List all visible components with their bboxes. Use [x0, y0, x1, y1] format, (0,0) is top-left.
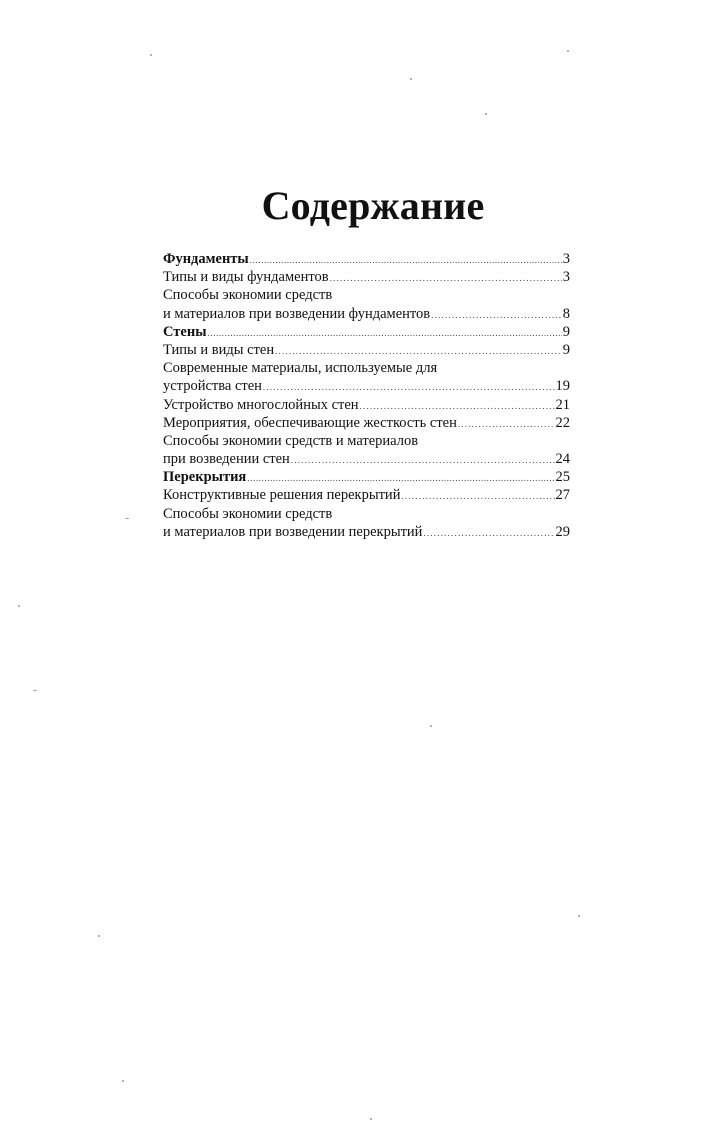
toc-section-heading — [163, 323, 570, 341]
toc-entry — [163, 486, 570, 504]
scan-speck — [33, 690, 37, 691]
toc-entry-label: Типы и виды фундаментов — [163, 269, 329, 286]
toc-entry — [163, 505, 570, 523]
dot-leader — [208, 324, 562, 342]
toc-entry-label: Современные материалы, используемые для — [163, 360, 438, 377]
toc-page-number: 22 — [555, 414, 570, 431]
scan-speck — [578, 915, 580, 917]
toc-entry — [163, 450, 570, 468]
toc-entry — [163, 268, 570, 286]
toc-page-number: 21 — [555, 396, 570, 413]
toc-entry-label: Способы экономии средств и материалов — [163, 432, 419, 449]
toc-section-heading — [163, 250, 570, 268]
dot-leader — [250, 251, 562, 269]
scan-speck — [410, 78, 412, 80]
toc-entry — [163, 432, 570, 450]
toc-page-number: 3 — [562, 269, 570, 286]
toc-entry — [163, 377, 570, 395]
toc-entry — [163, 523, 570, 541]
toc-page-number: 24 — [555, 451, 570, 468]
toc-page-number: 25 — [555, 469, 570, 486]
toc-page-number: 8 — [562, 305, 570, 322]
dot-leader — [360, 397, 555, 415]
toc-section-heading — [163, 468, 570, 486]
toc-entry-label: и материалов при возведении фундаментов — [163, 305, 431, 322]
toc-page-number: 29 — [555, 523, 570, 540]
toc-entry — [163, 305, 570, 323]
dot-leader — [291, 451, 555, 469]
scan-speck — [370, 1118, 372, 1120]
toc-page-number: 9 — [562, 341, 570, 358]
toc-entry-label: Способы экономии средств — [163, 287, 333, 304]
table-of-contents — [163, 250, 570, 541]
dot-leader — [330, 269, 562, 287]
toc-entry-label: Устройство многослойных стен — [163, 396, 359, 413]
toc-entry — [163, 359, 570, 377]
toc-entry-label: Способы экономии средств — [163, 505, 333, 522]
toc-entry-label: Стены — [163, 323, 207, 340]
toc-entry-label: и материалов при возведении перекрытий — [163, 523, 423, 540]
toc-entry-label: Мероприятия, обеспечивающие жесткость стен — [163, 414, 457, 431]
toc-entry — [163, 341, 570, 359]
scan-speck — [18, 605, 20, 607]
dot-leader — [431, 306, 562, 324]
toc-entry — [163, 286, 570, 304]
toc-page-number: 3 — [562, 251, 570, 267]
toc-entry — [163, 414, 570, 432]
dot-leader — [458, 415, 555, 433]
scan-speck — [98, 935, 100, 937]
dot-leader — [423, 524, 554, 542]
toc-page-number: 19 — [555, 378, 570, 395]
scan-speck — [122, 1080, 124, 1082]
toc-entry-label: при возведении стен — [163, 451, 290, 468]
dot-leader — [401, 487, 554, 505]
toc-entry-label: Перекрытия — [163, 469, 247, 486]
toc-page-number: 9 — [562, 323, 570, 340]
toc-entry-label: Конструктивные решения перекрытий — [163, 487, 401, 504]
scan-speck — [125, 518, 129, 519]
dot-leader — [247, 469, 554, 487]
scan-speck — [567, 50, 569, 52]
dot-leader — [275, 342, 562, 360]
toc-entry-label: Фундаменты — [163, 251, 249, 267]
toc-entry — [163, 396, 570, 414]
toc-page-number: 27 — [555, 487, 570, 504]
toc-entry-label: устройства стен — [163, 378, 262, 395]
dot-leader — [263, 378, 555, 396]
scan-speck — [485, 113, 487, 115]
scan-speck — [150, 54, 152, 56]
page-title: Содержание — [261, 183, 485, 228]
toc-entry-label: Типы и виды стен — [163, 341, 275, 358]
scan-speck — [430, 725, 432, 727]
